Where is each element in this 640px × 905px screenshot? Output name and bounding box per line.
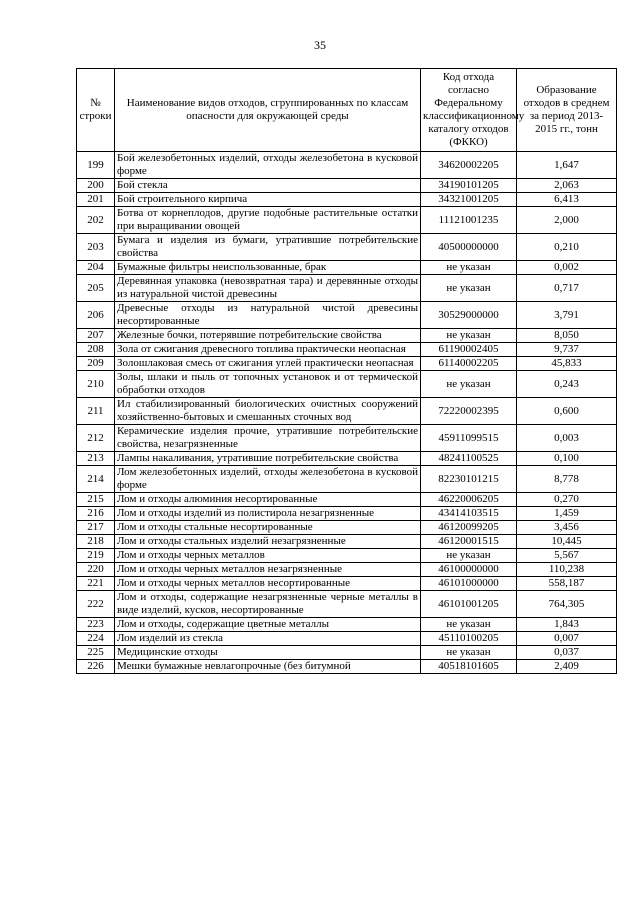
table-row xyxy=(77,549,617,563)
waste-name-cell: Зола от сжигания древесного топлива практически неопасная xyxy=(115,343,421,357)
row-number-cell: 210 xyxy=(77,371,115,398)
table-row xyxy=(77,632,617,646)
fkko-code-cell: 40500000000 xyxy=(421,234,517,261)
row-number-cell: 199 xyxy=(77,152,115,179)
row-number-cell: 216 xyxy=(77,507,115,521)
fkko-code-cell: 43414103515 xyxy=(421,507,517,521)
row-number-cell: 208 xyxy=(77,343,115,357)
waste-amount-cell: 9,737 xyxy=(517,343,617,357)
table-row xyxy=(77,193,617,207)
waste-amount-cell: 3,456 xyxy=(517,521,617,535)
waste-amount-cell: 3,791 xyxy=(517,302,617,329)
fkko-code-cell: 34620002205 xyxy=(421,152,517,179)
row-number-cell: 211 xyxy=(77,398,115,425)
waste-name-cell: Лом и отходы, содержащие цветные металлы xyxy=(115,618,421,632)
table-row xyxy=(77,535,617,549)
fkko-code-cell: 46100000000 xyxy=(421,563,517,577)
waste-name-cell: Лампы накаливания, утратившие потребительские свойства xyxy=(115,452,421,466)
waste-name-cell: Мешки бумажные невлагопрочные (без битумной xyxy=(115,660,421,674)
waste-amount-cell: 6,413 xyxy=(517,193,617,207)
table-row xyxy=(77,646,617,660)
row-number-cell: 202 xyxy=(77,207,115,234)
table-row xyxy=(77,357,617,371)
row-number-cell: 219 xyxy=(77,549,115,563)
page-number: 35 xyxy=(314,38,326,52)
waste-amount-cell: 1,459 xyxy=(517,507,617,521)
table-row xyxy=(77,577,617,591)
table-row xyxy=(77,493,617,507)
row-number-cell: 213 xyxy=(77,452,115,466)
waste-amount-cell: 8,778 xyxy=(517,466,617,493)
fkko-code-cell: не указан xyxy=(421,329,517,343)
row-number-cell: 204 xyxy=(77,261,115,275)
row-number-cell: 220 xyxy=(77,563,115,577)
waste-amount-cell: 5,567 xyxy=(517,549,617,563)
fkko-code-cell: не указан xyxy=(421,618,517,632)
table-row xyxy=(77,275,617,302)
fkko-code-cell: 34321001205 xyxy=(421,193,517,207)
row-number-cell: 226 xyxy=(77,660,115,674)
waste-name-cell: Бумага и изделия из бумаги, утратившие потребительские свойства xyxy=(115,234,421,261)
header-waste-name: Наименование видов отходов, сгруппированных по классам опасности для окружающей среды xyxy=(115,69,421,152)
table-row xyxy=(77,466,617,493)
table-row xyxy=(77,660,617,674)
row-number-cell: 223 xyxy=(77,618,115,632)
table-row xyxy=(77,507,617,521)
waste-amount-cell: 2,063 xyxy=(517,179,617,193)
waste-amount-cell: 0,003 xyxy=(517,425,617,452)
fkko-code-cell: 11121001235 xyxy=(421,207,517,234)
fkko-code-cell: 45911099515 xyxy=(421,425,517,452)
waste-amount-cell: 0,717 xyxy=(517,275,617,302)
row-number-cell: 221 xyxy=(77,577,115,591)
waste-name-cell: Золошлаковая смесь от сжигания углей практически неопасная xyxy=(115,357,421,371)
table-row xyxy=(77,329,617,343)
waste-amount-cell: 0,037 xyxy=(517,646,617,660)
waste-amount-cell: 0,007 xyxy=(517,632,617,646)
row-number-cell: 212 xyxy=(77,425,115,452)
waste-amount-cell: 0,100 xyxy=(517,452,617,466)
fkko-code-cell: 61190002405 xyxy=(421,343,517,357)
row-number-cell: 214 xyxy=(77,466,115,493)
table-row xyxy=(77,152,617,179)
fkko-code-cell: не указан xyxy=(421,646,517,660)
waste-name-cell: Ил стабилизированный биологических очистных сооружений хозяйственно-бытовых и смешанных сточных вод xyxy=(115,398,421,425)
table-row xyxy=(77,563,617,577)
waste-amount-cell: 764,305 xyxy=(517,591,617,618)
fkko-code-cell: 46101000000 xyxy=(421,577,517,591)
waste-amount-cell: 45,833 xyxy=(517,357,617,371)
waste-amount-cell: 1,647 xyxy=(517,152,617,179)
waste-name-cell: Железные бочки, потерявшие потребительские свойства xyxy=(115,329,421,343)
table-row xyxy=(77,179,617,193)
waste-amount-cell: 8,050 xyxy=(517,329,617,343)
fkko-code-cell: 46101001205 xyxy=(421,591,517,618)
table-row xyxy=(77,452,617,466)
fkko-code-cell: 61140002205 xyxy=(421,357,517,371)
waste-name-cell: Лом и отходы черных металлов несортированные xyxy=(115,577,421,591)
waste-name-cell: Древесные отходы из натуральной чистой древесины несортированные xyxy=(115,302,421,329)
row-number-cell: 215 xyxy=(77,493,115,507)
fkko-code-cell: не указан xyxy=(421,371,517,398)
waste-name-cell: Ботва от корнеплодов, другие подобные растительные остатки при выращивании овощей xyxy=(115,207,421,234)
fkko-code-cell: 46220006205 xyxy=(421,493,517,507)
row-number-cell: 217 xyxy=(77,521,115,535)
table-row xyxy=(77,261,617,275)
waste-name-cell: Золы, шлаки и пыль от топочных установок и от термической обработки отходов xyxy=(115,371,421,398)
waste-amount-cell: 0,600 xyxy=(517,398,617,425)
waste-name-cell: Лом и отходы, содержащие незагрязненные черные металлы в виде изделий, кусков, несортированные xyxy=(115,591,421,618)
table-body xyxy=(77,152,617,674)
waste-name-cell: Бой железобетонных изделий, отходы железобетона в кусковой форме xyxy=(115,152,421,179)
waste-name-cell: Лом и отходы стальных изделий незагрязненные xyxy=(115,535,421,549)
waste-amount-cell: 10,445 xyxy=(517,535,617,549)
fkko-code-cell: 45110100205 xyxy=(421,632,517,646)
waste-amount-cell: 110,238 xyxy=(517,563,617,577)
fkko-code-cell: 46120001515 xyxy=(421,535,517,549)
row-number-cell: 222 xyxy=(77,591,115,618)
waste-name-cell: Лом изделий из стекла xyxy=(115,632,421,646)
row-number-cell: 205 xyxy=(77,275,115,302)
waste-name-cell: Лом и отходы стальные несортированные xyxy=(115,521,421,535)
fkko-code-cell: не указан xyxy=(421,549,517,563)
fkko-code-cell: 48241100525 xyxy=(421,452,517,466)
table-row xyxy=(77,591,617,618)
fkko-code-cell: не указан xyxy=(421,275,517,302)
table-row xyxy=(77,398,617,425)
waste-amount-cell: 0,210 xyxy=(517,234,617,261)
fkko-code-cell: 34190101205 xyxy=(421,179,517,193)
waste-name-cell: Лом железобетонных изделий, отходы железобетона в кусковой форме xyxy=(115,466,421,493)
row-number-cell: 224 xyxy=(77,632,115,646)
waste-name-cell: Медицинские отходы xyxy=(115,646,421,660)
row-number-cell: 201 xyxy=(77,193,115,207)
waste-name-cell: Лом и отходы алюминия несортированные xyxy=(115,493,421,507)
waste-name-cell: Бумажные фильтры неиспользованные, брак xyxy=(115,261,421,275)
table-header-row xyxy=(77,69,617,152)
waste-amount-cell: 0,002 xyxy=(517,261,617,275)
fkko-code-cell: 30529000000 xyxy=(421,302,517,329)
table-row xyxy=(77,371,617,398)
row-number-cell: 225 xyxy=(77,646,115,660)
header-fkko-code: Код отхода согласно Федеральному классификационному каталогу отходов (ФККО) xyxy=(421,69,517,152)
fkko-code-cell: 72220002395 xyxy=(421,398,517,425)
header-waste-amount: Образование отходов в среднем за период 2013-2015 гг., тонн xyxy=(517,69,617,152)
fkko-code-cell: 82230101215 xyxy=(421,466,517,493)
header-row-number: № строки xyxy=(77,69,115,152)
row-number-cell: 209 xyxy=(77,357,115,371)
row-number-cell: 206 xyxy=(77,302,115,329)
fkko-code-cell: 46120099205 xyxy=(421,521,517,535)
waste-name-cell: Деревянная упаковка (невозвратная тара) и деревянные отходы из натуральной чистой древесины xyxy=(115,275,421,302)
table-row xyxy=(77,207,617,234)
waste-name-cell: Бой стекла xyxy=(115,179,421,193)
waste-table xyxy=(76,68,617,674)
table-row xyxy=(77,425,617,452)
waste-amount-cell: 0,270 xyxy=(517,493,617,507)
waste-amount-cell: 558,187 xyxy=(517,577,617,591)
table-row xyxy=(77,234,617,261)
row-number-cell: 200 xyxy=(77,179,115,193)
table-row xyxy=(77,521,617,535)
waste-name-cell: Бой строительного кирпича xyxy=(115,193,421,207)
table-row xyxy=(77,343,617,357)
waste-name-cell: Лом и отходы черных металлов xyxy=(115,549,421,563)
row-number-cell: 207 xyxy=(77,329,115,343)
fkko-code-cell: не указан xyxy=(421,261,517,275)
waste-amount-cell: 1,843 xyxy=(517,618,617,632)
table-row xyxy=(77,618,617,632)
waste-amount-cell: 2,409 xyxy=(517,660,617,674)
waste-amount-cell: 0,243 xyxy=(517,371,617,398)
waste-amount-cell: 2,000 xyxy=(517,207,617,234)
fkko-code-cell: 40518101605 xyxy=(421,660,517,674)
row-number-cell: 203 xyxy=(77,234,115,261)
row-number-cell: 218 xyxy=(77,535,115,549)
table-row xyxy=(77,302,617,329)
waste-name-cell: Лом и отходы черных металлов незагрязненные xyxy=(115,563,421,577)
waste-name-cell: Керамические изделия прочие, утратившие потребительские свойства, незагрязненные xyxy=(115,425,421,452)
waste-name-cell: Лом и отходы изделий из полистирола незагрязненные xyxy=(115,507,421,521)
